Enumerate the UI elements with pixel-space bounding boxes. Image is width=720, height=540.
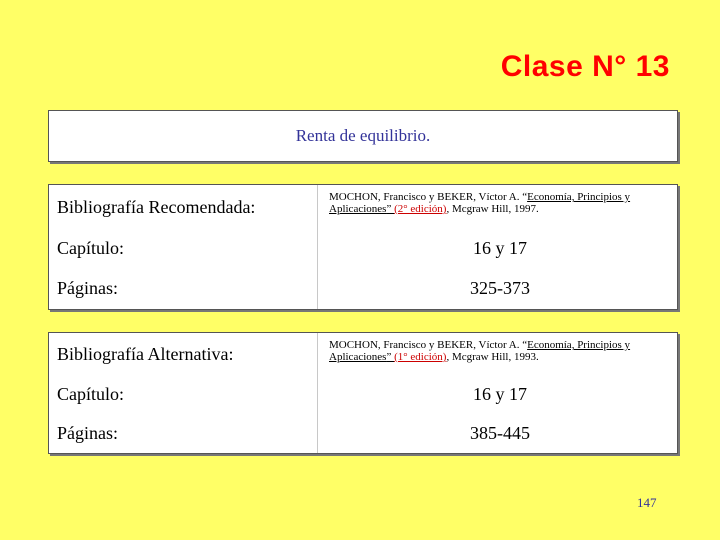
chapter-value: 16 y 17 <box>473 383 527 404</box>
table-row <box>49 413 677 453</box>
pages-label: Páginas: <box>57 277 118 298</box>
ref-edition: (2° edición) <box>394 203 447 215</box>
chapter-label: Capítulo: <box>57 383 124 404</box>
alternative-bibliography-table <box>48 332 678 454</box>
ref-publisher: , Mcgraw Hill, 1993. <box>446 351 539 363</box>
chapter-label: Capítulo: <box>57 237 124 258</box>
ref-close: ” <box>386 203 395 215</box>
recommended-label: Bibliografía Recomendada: <box>57 196 256 217</box>
alternative-label: Bibliografía Alternativa: <box>57 343 234 364</box>
topic-text: Renta de equilibrio. <box>295 126 431 145</box>
pages-value: 385-445 <box>470 422 530 443</box>
pages-value: 325-373 <box>470 277 530 298</box>
alternative-reference <box>323 333 677 375</box>
table-row <box>49 267 677 309</box>
recommended-bibliography-table <box>48 184 678 310</box>
ref-close: ” <box>386 351 395 363</box>
ref-authors: MOCHON, Francisco y BEKER, Víctor A. “ <box>329 191 528 203</box>
ref-title: Economía, Principios y Aplicaciones <box>329 191 631 215</box>
table-row <box>49 229 677 267</box>
ref-authors: MOCHON, Francisco y BEKER, Víctor A. “ <box>329 339 528 351</box>
ref-edition: (1° edición) <box>394 351 447 363</box>
table-row <box>49 375 677 413</box>
ref-publisher: , Mcgraw Hill, 1997. <box>446 203 539 215</box>
slide-title: Clase N° 13 <box>500 50 670 83</box>
page-number: 147 <box>637 495 657 510</box>
chapter-value: 16 y 17 <box>473 237 527 258</box>
table-row <box>49 333 677 375</box>
ref-title: Economía, Principios y Aplicaciones <box>329 339 631 363</box>
recommended-reference <box>323 185 677 229</box>
table-row <box>49 185 677 229</box>
pages-label: Páginas: <box>57 422 118 443</box>
topic-box <box>48 110 678 162</box>
